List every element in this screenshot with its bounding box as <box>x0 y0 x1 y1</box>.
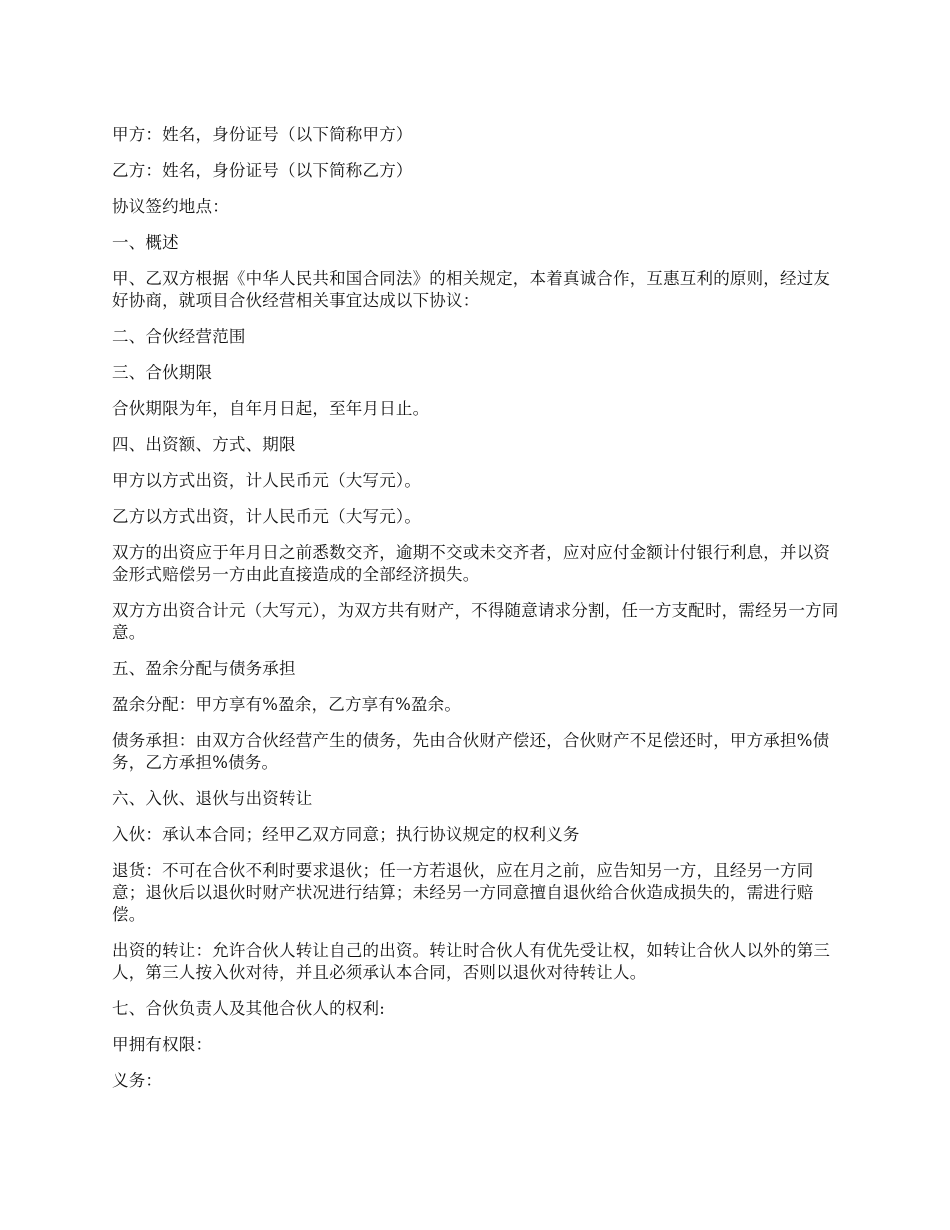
withdrawal-paragraph: 退货：不可在合伙不利时要求退伙；任一方若退伙，应在月之前，应告知另一方，且经另一方同意；退伙后以退伙时财产状况进行结算；未经另一方同意擅自退伙给合伙造成损失的，需进行赔偿。 <box>112 861 814 924</box>
section-heading-rights: 七、合伙负责人及其他合伙人的权利: <box>112 999 385 1018</box>
contribution-transfer-paragraph: 出资的转让：允许合伙人转让自己的出资。转让时合伙人有优先受让权，如转让合伙人以外的第三人，第三人按入伙对待，并且必须承认本合同，否则以退伙对待转让人。 <box>112 941 831 982</box>
joint-property-paragraph: 双方方出资合计元（大写元），为双方共有财产，不得随意请求分割，任一方支配时，需经另一方同意。 <box>112 601 839 642</box>
section-heading-business-scope: 二、合伙经营范围 <box>112 327 246 346</box>
section-heading-partnership-term: 三、合伙期限 <box>112 363 213 382</box>
party-b-line: 乙方：姓名，身份证号（以下简称乙方） <box>112 161 413 180</box>
section-heading-join-withdraw-transfer: 六、入伙、退伙与出资转让 <box>112 789 313 808</box>
obligations-line: 义务： <box>112 1071 163 1090</box>
partnership-term-paragraph: 合伙期限为年，自年月日起，至年月日止。 <box>112 399 430 418</box>
debt-bearing-paragraph: 债务承担：由双方合伙经营产生的债务，先由合伙财产偿还，合伙财产不足偿还时，甲方承担%债务，乙方承担%债务。 <box>112 731 830 772</box>
party-a-line: 甲方：姓名，身份证号（以下简称甲方） <box>112 125 413 144</box>
joining-paragraph: 入伙：承认本合同；经甲乙双方同意；执行协议规定的权利义务 <box>112 825 580 844</box>
section-heading-overview: 一、概述 <box>112 233 179 252</box>
party-b-contribution-paragraph: 乙方以方式出资，计人民币元（大写元）。 <box>112 507 422 526</box>
overview-paragraph: 甲、乙双方根据《中华人民共和国合同法》的相关规定，本着真诚合作，互惠互利的原则，经过友好协商，就项目合伙经营相关事宜达成以下协议： <box>112 269 831 310</box>
section-heading-profit-debt: 五、盈余分配与债务承担 <box>112 659 296 678</box>
section-heading-capital-contribution: 四、出资额、方式、期限 <box>112 435 296 454</box>
profit-distribution-paragraph: 盈余分配：甲方享有%盈余，乙方享有%盈余。 <box>112 695 462 714</box>
party-a-authority-line: 甲拥有权限： <box>112 1035 213 1054</box>
document-body <box>112 124 840 1106</box>
party-a-contribution-paragraph: 甲方以方式出资，计人民币元（大写元）。 <box>112 471 422 490</box>
contribution-deadline-paragraph: 双方的出资应于年月日之前悉数交齐，逾期不交或未交齐者，应对应付金额计付银行利息，并以资金形式赔偿另一方由此直接造成的全部经济损失。 <box>112 543 831 584</box>
signing-location-line: 协议签约地点： <box>112 197 229 216</box>
